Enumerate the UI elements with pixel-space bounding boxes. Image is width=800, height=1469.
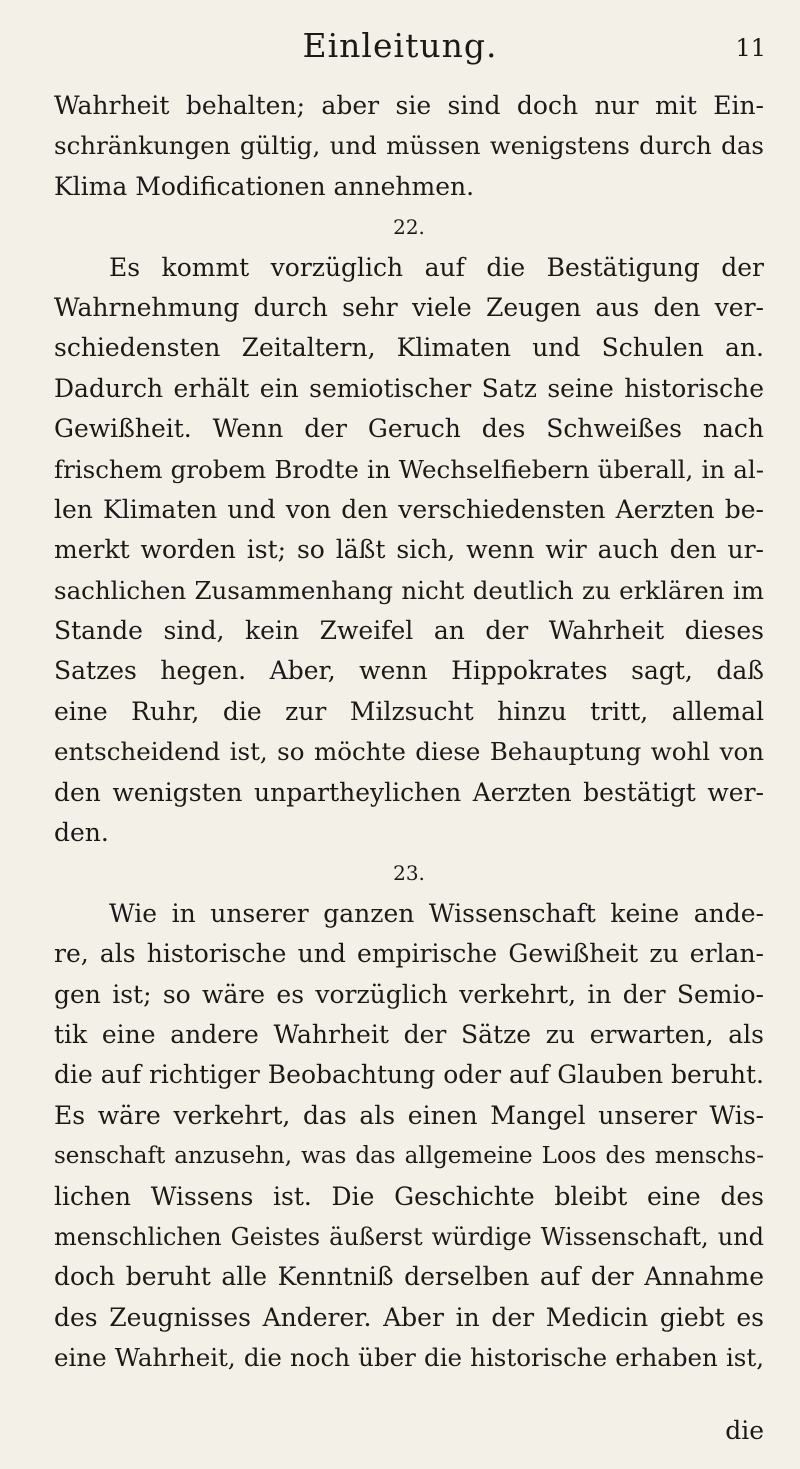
section-number: 22.	[393, 215, 425, 240]
text-line: Gewißheit. Wenn der Geruch des Schweißes nach	[54, 414, 764, 444]
text-line: gen ist; so wäre es vorzüglich verkehrt, in der Semio-	[54, 979, 764, 1009]
text-line: schränkungen gültig, und müssen wenigstens durch das	[54, 131, 764, 161]
text-line: Stande sind, kein Zweifel an der Wahrheit dieses	[54, 616, 764, 646]
text-line: den wenigsten unpartheylichen Aerzten bestätigt wer-	[54, 777, 764, 807]
text-line: senschaft anzusehn, was das allgemeine Loos des menschs-	[54, 1143, 764, 1170]
text-line: eine Ruhr, die zur Milzsucht hinzu tritt, allemal	[54, 696, 764, 726]
text-line: den.	[54, 818, 109, 848]
text-line: Es wäre verkehrt, das als einen Mangel unserer Wis-	[54, 1100, 764, 1130]
text-line: Es kommt vorzüglich auf die Bestätigung der	[109, 252, 764, 282]
running-head-title: Einleitung.	[302, 26, 498, 65]
text-line: frischem grobem Brodte in Wechselfiebern überall, in al-	[54, 454, 764, 484]
body-text	[54, 86, 764, 1379]
catchword: die	[725, 1416, 764, 1445]
running-head	[0, 22, 800, 72]
text-line: Satzes hegen. Aber, wenn Hippokrates sagt, daß	[54, 656, 764, 686]
text-line: Wahrnehmung durch sehr viele Zeugen aus den ver-	[54, 292, 764, 322]
text-line: len Klimaten und von den verschiedensten Aerzten be-	[54, 494, 764, 524]
text-line: doch beruht alle Kenntniß derselben auf der Annahme	[54, 1262, 764, 1292]
page-number: 11	[735, 34, 766, 62]
text-line: eine Wahrheit, die noch über die historische erhaben ist,	[54, 1343, 764, 1373]
text-line: lichen Wissens ist. Die Geschichte bleibt eine des	[54, 1181, 764, 1211]
text-line: menschlichen Geistes äußerst würdige Wissenschaft, und	[54, 1222, 764, 1251]
text-line: sachlichen Zusammenhang nicht deutlich zu erklären im	[54, 575, 764, 605]
text-line: Klima Modificationen annehmen.	[54, 171, 475, 201]
text-line: entscheidend ist, so möchte diese Behauptung wohl von	[54, 737, 764, 767]
text-line: Wahrheit behalten; aber sie sind doch nur mit Ein-	[54, 91, 764, 120]
text-line: re, als historische und empirische Gewißheit zu erlan-	[54, 939, 764, 969]
text-line: die auf richtiger Beobachtung oder auf Glauben beruht.	[54, 1060, 764, 1090]
text-line: schiedensten Zeitaltern, Klimaten und Schulen an.	[54, 333, 764, 363]
text-line: Dadurch erhält ein semiotischer Satz seine historische	[54, 373, 764, 403]
text-line: des Zeugnisses Anderer. Aber in der Medicin giebt es	[54, 1302, 764, 1332]
text-line: Wie in unserer ganzen Wissenschaft keine ande-	[109, 898, 764, 928]
text-line: merkt worden ist; so läßt sich, wenn wir auch den ur-	[54, 535, 764, 565]
section-number: 23.	[393, 861, 425, 886]
text-line: tik eine andere Wahrheit der Sätze zu erwarten, als	[54, 1019, 764, 1049]
